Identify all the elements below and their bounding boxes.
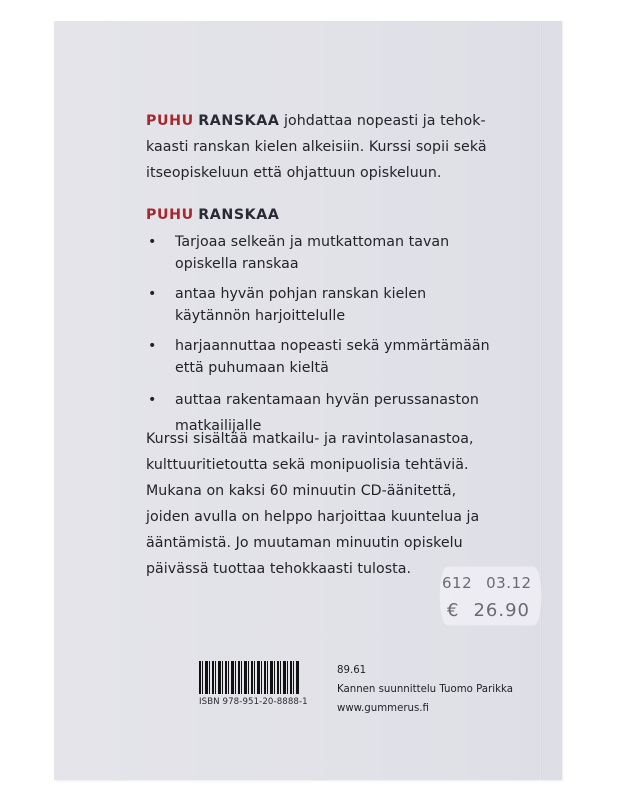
spine-crease [540, 21, 542, 780]
bullet-icon: • [148, 286, 157, 302]
sticker-codes [442, 574, 532, 592]
classification-number: 89.61 [337, 665, 367, 676]
barcode-icon [199, 661, 299, 694]
list-item [146, 283, 526, 327]
price-value: 26.90 [473, 600, 530, 621]
book-back-cover [54, 21, 562, 780]
bullet-icon: • [148, 392, 157, 408]
intro-line2: kaasti ranskan kielen alkeisiin. Kurssi sopii sekä [146, 139, 487, 155]
heading-brand-ranskaa: RANSKAA [198, 207, 280, 223]
description-line: päivässä tuottaa tehokkaasti tulosta. [146, 561, 412, 577]
list-item-line2: matkailijalle [175, 418, 262, 434]
description-line: Kurssi sisältää matkailu- ja ravintolasanastoa, [146, 431, 474, 447]
bullet-icon: • [148, 234, 157, 250]
section-heading [146, 205, 279, 225]
description-line: joiden avulla on helppo harjoittaa kuuntelua ja [146, 509, 480, 525]
heading-brand-puhu: PUHU [146, 207, 194, 223]
description-line: Mukana on kaksi 60 minuutin CD-äänitettä, [146, 483, 457, 499]
intro-paragraph [146, 108, 526, 186]
sticker-date: 03.12 [486, 574, 532, 592]
sticker-code: 612 [442, 574, 473, 592]
brand-word-puhu: PUHU [146, 113, 194, 129]
price-sticker [439, 566, 542, 626]
barcode-block [199, 661, 308, 707]
description-paragraph [146, 426, 526, 582]
list-item-line1: Tarjoaa selkeän ja mutkattoman tavan [175, 234, 450, 250]
description-line: ääntämistä. Jo muutaman minuutin opiskelu [146, 535, 463, 551]
feature-list [146, 231, 526, 447]
list-item [146, 231, 526, 275]
list-item-line1: harjaannuttaa nopeasti sekä ymmärtämään [175, 338, 490, 354]
description-line: kulttuuritietoutta sekä monipuolisia tehtäviä. [146, 457, 469, 473]
bullet-icon: • [148, 338, 157, 354]
cover-design-credit: Kannen suunnittelu Tuomo Parikka [337, 684, 513, 695]
intro-line3: itseopiskeluun että ohjattuun opiskeluun. [146, 165, 442, 181]
list-item-line2: opiskella ranskaa [175, 256, 299, 272]
list-item-line2: että puhumaan kieltä [175, 360, 329, 376]
publisher-website: www.gummerus.fi [337, 703, 429, 714]
sticker-price [447, 600, 530, 621]
list-item-line1: antaa hyvän pohjan ranskan kielen [175, 286, 427, 302]
euro-icon: € [447, 600, 460, 621]
intro-line1-rest: johdattaa nopeasti ja tehok- [279, 113, 486, 129]
list-item-line1: auttaa rakentamaan hyvän perussanaston [175, 392, 479, 408]
colophon [337, 661, 513, 718]
brand-word-ranskaa: RANSKAA [198, 113, 280, 129]
list-item-line2: käytännön harjoittelulle [175, 308, 346, 324]
list-item [146, 335, 526, 379]
isbn-label: ISBN 978-951-20-8888-1 [199, 697, 308, 707]
